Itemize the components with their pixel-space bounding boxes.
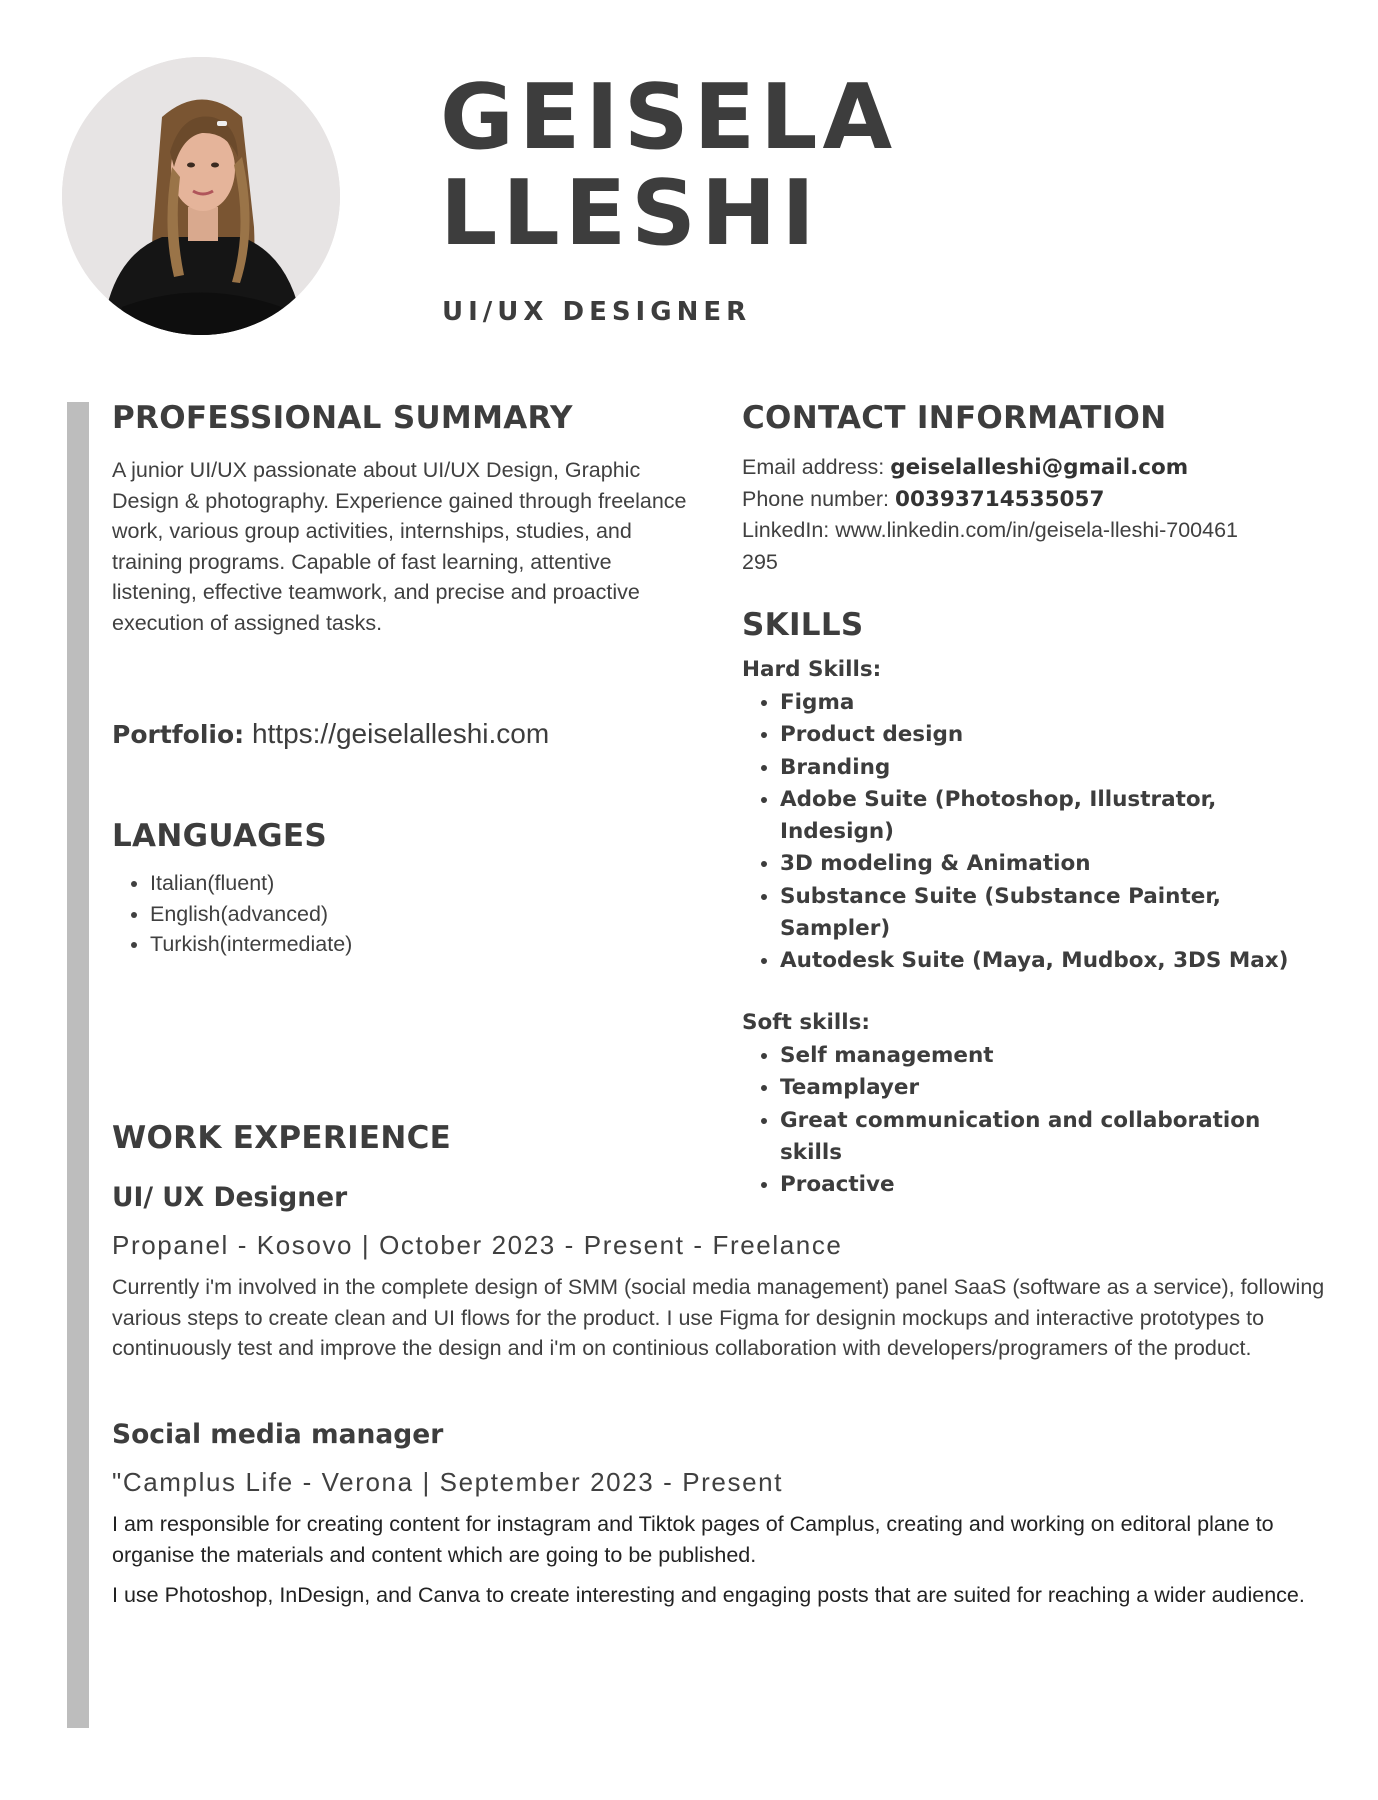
- phone-number: 00393714535057: [895, 486, 1105, 512]
- soft-skill-item: • Proactive: [780, 1169, 1340, 1201]
- soft-skills-list: [742, 1040, 1340, 1201]
- job-title: UI/UX DESIGNER: [442, 297, 752, 327]
- hard-skills-list: [742, 687, 1340, 978]
- portfolio-label: Portfolio:: [112, 720, 245, 749]
- hard-skill-item: • 3D modeling & Animation: [780, 848, 1340, 880]
- portrait-illustration: [62, 57, 340, 335]
- job-role: Social media manager: [112, 1419, 444, 1450]
- linkedin-row: [742, 515, 1242, 578]
- soft-skill-item: • Teamplayer: [780, 1072, 1340, 1104]
- soft-skill-item: • Great communication and collaboration skills: [780, 1105, 1340, 1170]
- portfolio-link[interactable]: https://geiselalleshi.com: [251, 718, 550, 749]
- summary-text: A junior UI/UX passionate about UI/UX Design, Graphic Design & photography. Experience gained through freelance work, various group activities, internships, studies, and training programs. Capable of fast learning, attentive listening, effective teamwork, and precise and proactive execution of assigned tasks.: [112, 458, 687, 635]
- hard-skill-item: • Product design: [780, 719, 1340, 751]
- soft-skill-item: • Self management: [780, 1040, 1340, 1072]
- hard-skill-item: • Substance Suite (Substance Painter, Sampler): [780, 881, 1340, 946]
- job-description: Currently i'm involved in the complete design of SMM (social media management) panel SaaS (software as a service), following various steps to create clean and UI flows for the product. I use Figma for designin mockups and interactive prototypes to continuously test and improve the design and i'm on continious collaboration with developers/programers of the product.: [112, 1275, 1325, 1361]
- hard-skill-item: • Autodesk Suite (Maya, Mudbox, 3DS Max): [780, 945, 1340, 977]
- languages-list: [112, 868, 730, 960]
- soft-skills-label: Soft skills:: [742, 1010, 870, 1035]
- phone-row: [742, 484, 1342, 516]
- skills-heading: SKILLS: [742, 607, 864, 643]
- email-link[interactable]: geiselalleshi@gmail.com: [890, 455, 1189, 480]
- contact-heading: CONTACT INFORMATION: [742, 400, 1167, 436]
- decorative-side-bar: [67, 402, 89, 1728]
- job-description: I use Photoshop, InDesign, and Canva to create interesting and engaging posts that are suited for reaching a wider audience.: [112, 1583, 1305, 1607]
- email-row: [742, 452, 1342, 484]
- work-experience-heading: WORK EXPERIENCE: [112, 1120, 452, 1156]
- job-meta: "Camplus Life - Verona | September 2023 - Present: [112, 1467, 784, 1497]
- contact-block: [742, 452, 1342, 578]
- language-item: • Italian(fluent): [150, 868, 730, 899]
- first-name: GEISELA: [440, 65, 898, 170]
- language-item: • English(advanced): [150, 899, 730, 930]
- linkedin-label: LinkedIn:: [742, 518, 830, 542]
- job-description: I am responsible for creating content for instagram and Tiktok pages of Camplus, creating and working on editoral plane to organise the materials and content which are going to be published.: [112, 1512, 1274, 1567]
- language-item: • Turkish(intermediate): [150, 929, 730, 960]
- profile-photo: [62, 57, 340, 335]
- linkedin-link[interactable]: www.linkedin.com/in/geisela-lleshi-700461295: [742, 518, 1238, 574]
- last-name: LLESHI: [440, 161, 820, 266]
- hard-skill-item: • Adobe Suite (Photoshop, Illustrator, Indesign): [780, 784, 1340, 849]
- hard-skill-item: • Branding: [780, 752, 1340, 784]
- hard-skill-item: • Figma: [780, 687, 1340, 719]
- portfolio: [112, 718, 692, 750]
- job-role: UI/ UX Designer: [112, 1182, 348, 1213]
- summary-heading: PROFESSIONAL SUMMARY: [112, 400, 573, 436]
- email-label: Email address:: [742, 455, 885, 479]
- languages-heading: LANGUAGES: [112, 818, 327, 854]
- phone-label: Phone number:: [742, 486, 890, 511]
- candidate-name: [440, 65, 898, 266]
- hard-skills-label: Hard Skills:: [742, 657, 882, 682]
- job-meta: Propanel - Kosovo | October 2023 - Present - Freelance: [112, 1230, 843, 1260]
